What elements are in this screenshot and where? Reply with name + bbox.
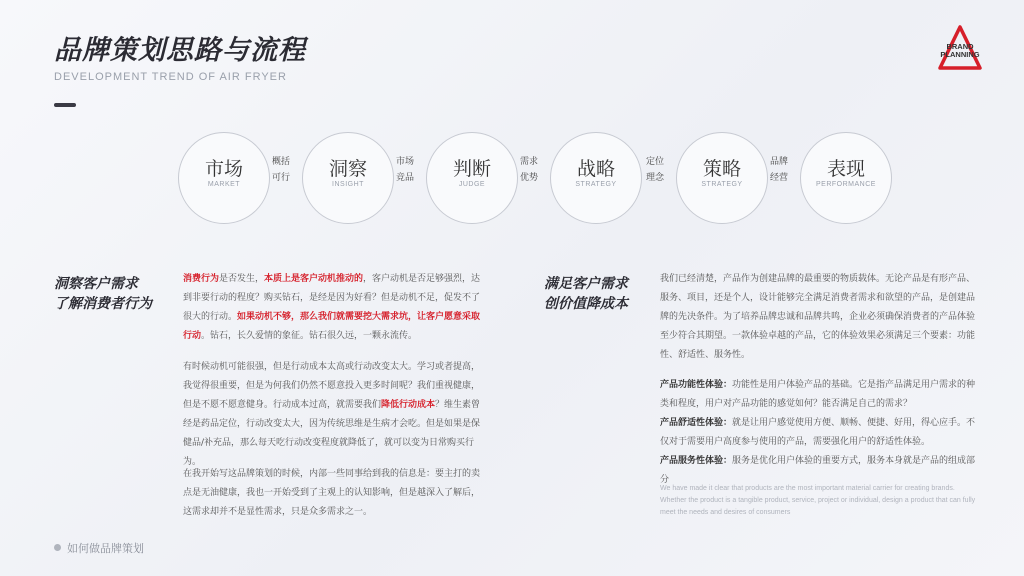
- flow-step-subtitle: STRATEGY: [575, 181, 617, 188]
- heading-line: 洞察客户需求: [54, 276, 138, 292]
- flow-step-subtitle: MARKET: [207, 181, 241, 188]
- connector-text: 品牌: [770, 157, 789, 167]
- connector-text: 竞品: [396, 173, 415, 183]
- feature-text: 功能性是用户体验产品的基础。它是指产品满足用户需求的种类和程度，用户对产品功能的感觉如何？能否满足自己的需求？: [660, 380, 976, 409]
- body-text: 在我开始写这品牌策划的时候，内部一些同事给到我的信息是：要主打的卖点是无油健康，我也一开始受到了主观上的认知影响，但是越深入了解后，这需求却并不是显性需求，只是众多需求之一。: [183, 469, 481, 517]
- flow-step-strategy: [550, 132, 642, 224]
- title-underline: [54, 103, 76, 107]
- flow-connector-2: [396, 154, 422, 186]
- feature-label: 产品舒适性体验：: [660, 418, 733, 428]
- connector-text: 概括: [272, 157, 291, 167]
- right-feature-list: [660, 376, 980, 490]
- body-text: 有时候动机可能很强，但是行动成本太高或行动改变太大。学习或者提高，我觉得很重要，但是为何我们仍然不愿意投入更多时间呢？我们重视健康，但是不愿不愿意健身。行动成本过高，就需要我们: [183, 362, 481, 410]
- connector-text: 可行: [272, 173, 291, 183]
- body-text: 是否发生，: [219, 274, 265, 284]
- feature-item: [660, 376, 980, 414]
- body-text: ，客户动机是否足够强烈，达到非要行动的程度？购买钻石，是经是因为好看？但是动机不足，促发不了很大的行动。: [183, 274, 481, 322]
- body-text: ？维生素曾经是药品定位，行动改变太大，因为传统思维是生病才会吃。但是如果是保健品/补充品，那么每天吃行动改变程度就降低了，就可以变为日常购买行为。: [183, 400, 481, 467]
- logo-text-brand: BRAND: [946, 42, 974, 51]
- page-subtitle: DEVELOPMENT TREND OF AIR FRYER: [54, 71, 287, 83]
- footer-section-label: [54, 540, 144, 556]
- feature-text: 就是让用户感觉使用方便、顺畅、便捷、好用，得心应手。不仅对于需要用户高度参与使用的产品，需要强化用户的舒适性体验。: [660, 418, 976, 447]
- page-title: 品牌策划思路与流程: [54, 35, 306, 66]
- feature-item: [660, 414, 980, 452]
- logo-text-planning: PLANNING: [940, 50, 980, 59]
- heading-line: 创价值降成本: [544, 296, 628, 312]
- flow-step-subtitle: INSIGHT: [332, 181, 364, 188]
- brand-planning-logo: [936, 24, 984, 72]
- flow-step-subtitle: STRATEGY: [701, 181, 743, 188]
- highlight-text: 本质上是客户动机推动的: [264, 274, 364, 284]
- highlight-text: 降低行动成本: [381, 400, 436, 410]
- flow-step-market: [178, 132, 270, 224]
- connector-text: 优势: [520, 173, 539, 183]
- flow-step-title: 策略: [702, 158, 741, 180]
- heading-line: 满足客户需求: [544, 276, 628, 292]
- feature-label: 产品服务性体验：: [660, 456, 733, 466]
- flow-step-title: 市场: [204, 158, 243, 180]
- flow-step-title: 表现: [826, 158, 865, 180]
- left-paragraph-3: [183, 465, 483, 522]
- flow-step-tactics: [676, 132, 768, 224]
- flow-step-insight: [302, 132, 394, 224]
- left-paragraph-1: [183, 270, 483, 346]
- right-heading: [544, 274, 628, 314]
- connector-text: 理念: [646, 173, 665, 183]
- heading-line: 了解消费者行为: [54, 296, 152, 312]
- connector-text: 定位: [646, 157, 665, 167]
- flow-step-subtitle: JUDGE: [458, 181, 486, 188]
- flow-connector-5: [770, 154, 796, 186]
- flow-connector-4: [646, 154, 672, 186]
- body-text: 我们已经清楚，产品作为创建品牌的最重要的物质载体。无论产品是有形产品、服务、项目，还是个人，设计能够完全满足消费者需求和欲望的产品，是创建品牌的先决条件。为了培养品牌忠诚和品牌共鸣，企业必须确保消费者的产品体验至少符合其期望。一款体验卓越的产品，它的体验效果必须满足三个要素：功能性、舒适性、服务性。: [660, 274, 976, 360]
- left-paragraph-2: [183, 358, 483, 472]
- flow-connector-1: [272, 154, 298, 186]
- highlight-text: 如果动机不够，那么我们就需要挖大需求坑，让客户愿意采取行动: [183, 312, 481, 341]
- connector-text: 市场: [396, 157, 415, 167]
- flow-step-title: 判断: [452, 158, 491, 180]
- feature-text: 服务是优化用户体验的重要方式，服务本身就是产品的组成部分: [660, 456, 976, 485]
- body-text: 。钻石，长久爱情的象征。钻石很久远，一颗永流传。: [201, 331, 418, 341]
- footer-text: 如何做品牌策划: [67, 542, 144, 555]
- flow-connector-3: [520, 154, 546, 186]
- flow-step-subtitle: PERFORMANCE: [816, 181, 876, 188]
- flow-step-performance: [800, 132, 892, 224]
- english-paragraph: We have made it clear that products are the most important material carrier for creating brands. Whether the product is a tangible product, service, project or individual, design a product that can fully meet the needs and desires of consumers: [660, 485, 976, 516]
- left-heading: [54, 274, 152, 314]
- feature-label: 产品功能性体验：: [660, 380, 733, 390]
- footer-dot-icon: [54, 544, 61, 551]
- flow-step-judge: [426, 132, 518, 224]
- connector-text: 经营: [770, 173, 789, 183]
- flow-step-title: 战略: [576, 158, 615, 180]
- flow-step-title: 洞察: [328, 158, 367, 180]
- right-paragraph-1: [660, 270, 980, 365]
- connector-text: 需求: [520, 157, 539, 167]
- highlight-text: 消费行为: [183, 274, 220, 284]
